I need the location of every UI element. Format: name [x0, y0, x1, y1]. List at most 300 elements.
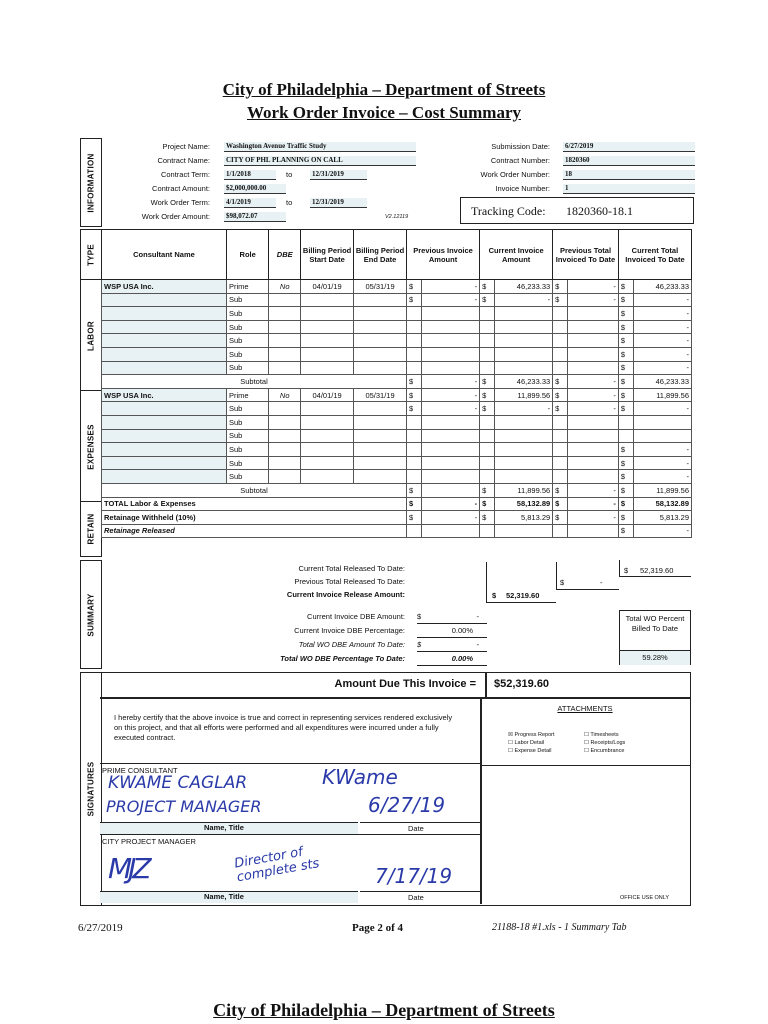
expense-cell: No [269, 388, 301, 402]
labor-cell [407, 347, 422, 361]
expense-cell [618, 429, 633, 443]
expense-cell: - [633, 470, 691, 484]
labor-cell [102, 307, 227, 321]
labor-cell: $ [618, 361, 633, 375]
retain-row [102, 511, 692, 525]
labor-cell: $ [553, 280, 568, 294]
retain-cell [407, 524, 422, 538]
labor-cell [407, 307, 422, 321]
contract-name-value: CITY OF PHL PLANNING ON CALL [224, 156, 416, 166]
contract-number-label: Contract Number: [490, 156, 550, 165]
retain-cell: $ [553, 497, 568, 511]
dbe-pct-value: 0.00% [451, 626, 473, 635]
retain-cell [494, 524, 552, 538]
expense-cell [494, 470, 552, 484]
labor-cell: - [633, 320, 691, 334]
expense-cell [421, 429, 479, 443]
city-pm-title: Director of complete sts [233, 844, 321, 886]
release-amount-value: 52,319.60 [506, 591, 540, 600]
labor-row [102, 320, 692, 334]
expense-cell: Sub [226, 415, 268, 429]
expense-cell [354, 429, 407, 443]
labor-cell: Sub [226, 361, 268, 375]
labor-cell [480, 334, 495, 348]
wo-billed-box [619, 610, 691, 665]
city-name-title-label: Name, Title [204, 892, 244, 901]
col-role: Role [226, 230, 268, 280]
expense-cell [494, 429, 552, 443]
expense-cell [480, 443, 495, 457]
labor-cell [421, 320, 479, 334]
labor-cell [480, 307, 495, 321]
version-label: V2.12119 [385, 214, 409, 220]
labor-cell: $ [618, 307, 633, 321]
expense-cell: Sub [226, 470, 268, 484]
labor-cell [421, 307, 479, 321]
retain-cell: $ [618, 524, 633, 538]
retain-cell: $ [480, 511, 495, 525]
expense-cell [494, 415, 552, 429]
expense-cell: 05/31/19 [354, 388, 407, 402]
expense-cell [421, 470, 479, 484]
labor-cell [269, 347, 301, 361]
contract-term-end: 12/31/2019 [310, 170, 367, 180]
expense-row [102, 443, 692, 457]
prime-date-label: Date [408, 824, 424, 833]
to-label-2: to [286, 198, 293, 207]
labor-cell [494, 307, 552, 321]
wo-dbe-amount-label: Total WO DBE Amount To Date: [298, 640, 405, 649]
expense-cell [354, 402, 407, 416]
expense-subtotal-cell: $ [407, 483, 422, 497]
expense-cell [269, 402, 301, 416]
section-signatures: SIGNATURES [80, 672, 102, 906]
city-pm-date: 7/17/19 [375, 864, 453, 888]
expense-subtotal-row [102, 483, 692, 497]
section-summary: SUMMARY [80, 560, 102, 669]
wo-dbe-pct-label: Total WO DBE Percentage To Date: [280, 654, 405, 663]
labor-cell [407, 320, 422, 334]
labor-cell: - [568, 280, 619, 294]
labor-cell [553, 320, 568, 334]
col-current-total: Current Total Invoiced To Date [618, 230, 691, 280]
expense-row [102, 456, 692, 470]
labor-cell [553, 334, 568, 348]
expense-cell [568, 456, 619, 470]
wo-amount-label: Work Order Amount: [141, 212, 210, 221]
retain-cell [553, 524, 568, 538]
labor-cell [102, 320, 227, 334]
labor-cell [269, 307, 301, 321]
expense-cell: Sub [226, 443, 268, 457]
city-date-label: Date [408, 893, 424, 902]
expense-cell: - [494, 402, 552, 416]
labor-cell [568, 320, 619, 334]
retain-cell: Retainage Withheld (10%) [102, 511, 407, 525]
retain-cell: 58,132.89 [494, 497, 552, 511]
wo-dbe-pct-value: 0.00% [451, 654, 473, 663]
office-use-label: OFFICE USE ONLY [620, 895, 670, 901]
labor-cell: - [633, 361, 691, 375]
expense-subtotal-cell: $ [553, 483, 568, 497]
labor-cell: $ [618, 293, 633, 307]
labor-cell: - [633, 307, 691, 321]
contract-amount-value: $2,000,000.00 [224, 184, 286, 194]
labor-cell: - [633, 293, 691, 307]
section-labor: LABOR [80, 279, 102, 392]
expense-cell [102, 443, 227, 457]
expense-cell [301, 402, 354, 416]
attachment-encumbrance[interactable]: ☐ Encumbrance [584, 748, 625, 754]
expense-cell [568, 429, 619, 443]
labor-cell [102, 347, 227, 361]
amount-due-value: $52,319.60 [494, 678, 550, 690]
expense-cell: Prime [226, 388, 268, 402]
expense-cell: Sub [226, 402, 268, 416]
expense-cell [568, 415, 619, 429]
labor-cell: - [421, 293, 479, 307]
wo-number-label: Work Order Number: [480, 170, 550, 179]
project-name-value: Washington Avenue Traffic Study [224, 142, 416, 152]
next-page-title: City of Philadelphia – Department of Streets [213, 1000, 555, 1020]
labor-cell [494, 361, 552, 375]
labor-cell [568, 307, 619, 321]
expense-cell: Sub [226, 429, 268, 443]
labor-cell [102, 293, 227, 307]
dbe-pct-label: Current Invoice DBE Percentage: [294, 626, 405, 635]
col-previous-total: Previous Total Invoiced To Date [553, 230, 619, 280]
labor-cell [354, 361, 407, 375]
labor-cell: - [633, 347, 691, 361]
current-released-label: Current Total Released To Date: [298, 564, 405, 573]
prime-consultant-date: 6/27/19 [368, 793, 446, 817]
expense-cell [354, 415, 407, 429]
expense-row [102, 429, 692, 443]
labor-cell [269, 361, 301, 375]
labor-cell: 05/31/19 [354, 280, 407, 294]
expense-cell [553, 429, 568, 443]
labor-cell [269, 293, 301, 307]
labor-row [102, 334, 692, 348]
labor-cell [301, 347, 354, 361]
invoice-number-value: 1 [563, 184, 695, 194]
expense-subtotal-cell: $ [480, 483, 495, 497]
retain-cell: - [568, 497, 619, 511]
attachment-progress-report[interactable]: ☒ Progress Report [508, 732, 555, 738]
retain-cell: - [568, 511, 619, 525]
expense-cell [301, 470, 354, 484]
col-billing-start: Billing Period Start Date [301, 230, 354, 280]
labor-cell [301, 361, 354, 375]
expense-row [102, 388, 692, 402]
previous-released-value: - [600, 578, 603, 587]
labor-row [102, 307, 692, 321]
labor-cell: $ [618, 347, 633, 361]
attachment-labor-detail[interactable]: ☐ Labor Detail [508, 740, 545, 746]
tracking-code-value: 1820360-18.1 [566, 204, 633, 218]
expense-cell: WSP USA Inc. [102, 388, 227, 402]
labor-subtotal-cell: 46,233.33 [494, 375, 552, 389]
wo-term-end: 12/31/2019 [310, 198, 367, 208]
expense-cell [354, 470, 407, 484]
expense-cell [407, 470, 422, 484]
previous-released-dollar: $ [560, 578, 565, 587]
expense-cell [269, 470, 301, 484]
retain-cell: - [421, 511, 479, 525]
labor-cell [494, 320, 552, 334]
labor-cell: WSP USA Inc. [102, 280, 227, 294]
labor-subtotal-cell: $ [407, 375, 422, 389]
labor-cell [301, 334, 354, 348]
labor-cell [102, 334, 227, 348]
labor-subtotal-cell: $ [553, 375, 568, 389]
attachment-timesheets[interactable]: ☐ Timesheets [584, 732, 619, 738]
retain-cell: 5,813.29 [633, 511, 691, 525]
retain-cell: - [421, 497, 479, 511]
labor-cell: $ [480, 293, 495, 307]
col-previous-invoice: Previous Invoice Amount [407, 230, 480, 280]
labor-subtotal-cell: 46,233.33 [633, 375, 691, 389]
expense-cell: 11,899.56 [494, 388, 552, 402]
retain-row [102, 524, 692, 538]
expense-subtotal-cell: 11,899.56 [633, 483, 691, 497]
to-label: to [286, 170, 293, 179]
labor-row [102, 293, 692, 307]
labor-cell [553, 347, 568, 361]
prime-consultant-signature: KWame [322, 765, 398, 789]
footer-page: Page 2 of 4 [352, 922, 404, 934]
retain-cell: $ [480, 497, 495, 511]
retain-cell: $ [618, 511, 633, 525]
labor-cell: $ [407, 293, 422, 307]
city-pm-label: CITY PROJECT MANAGER [102, 837, 196, 846]
labor-cell [354, 334, 407, 348]
retain-row [102, 497, 692, 511]
expense-rows [102, 388, 692, 497]
expense-cell [633, 429, 691, 443]
expense-cell [407, 415, 422, 429]
expense-cell: $ [407, 388, 422, 402]
current-released-dollar: $ [624, 566, 629, 575]
expense-cell [480, 470, 495, 484]
labor-cell: Prime [226, 280, 268, 294]
labor-cell [407, 361, 422, 375]
expense-cell [269, 443, 301, 457]
section-information: INFORMATION [80, 138, 102, 227]
expense-cell: $ [618, 388, 633, 402]
labor-rows [102, 280, 692, 389]
labor-subtotal-cell: $ [618, 375, 633, 389]
labor-cell [407, 334, 422, 348]
col-current-invoice: Current Invoice Amount [480, 230, 553, 280]
retain-cell [480, 524, 495, 538]
expense-cell [480, 429, 495, 443]
expense-cell: - [568, 388, 619, 402]
expense-cell [269, 456, 301, 470]
certification-text: I hereby certify that the above invoice is true and correct in representing services rendered exclusively on this project, and that all efforts were performed and all expenditures were incurred under a fully executed contract. [114, 713, 453, 742]
section-expenses: EXPENSES [80, 390, 102, 503]
labor-subtotal-row [102, 375, 692, 389]
expense-cell [568, 443, 619, 457]
labor-cell: $ [618, 280, 633, 294]
contract-name-label: Contract Name: [157, 156, 210, 165]
prime-consultant-label: PRIME CONSULTANT [102, 766, 178, 775]
labor-subtotal-cell: - [568, 375, 619, 389]
expense-cell [269, 415, 301, 429]
retain-cell: $ [553, 511, 568, 525]
expense-cell: - [421, 388, 479, 402]
dbe-amount-label: Current Invoice DBE Amount: [307, 612, 405, 621]
wo-dbe-amount-dollar: $ [417, 640, 422, 649]
labor-cell [102, 361, 227, 375]
labor-cell: 46,233.33 [494, 280, 552, 294]
labor-cell: Sub [226, 320, 268, 334]
labor-cell [354, 307, 407, 321]
attachment-expense-detail[interactable]: ☐ Expense Detail [508, 748, 552, 754]
col-consultant-name: Consultant Name [102, 230, 227, 280]
expense-cell: $ [618, 456, 633, 470]
labor-cell: - [421, 280, 479, 294]
labor-cell: $ [618, 334, 633, 348]
labor-cell: 46,233.33 [633, 280, 691, 294]
expense-subtotal-cell: Subtotal [102, 483, 407, 497]
cost-table [101, 229, 692, 538]
expense-subtotal-cell: $ [618, 483, 633, 497]
expense-cell [301, 415, 354, 429]
current-released-value: 52,319.60 [640, 566, 674, 575]
expense-cell [301, 429, 354, 443]
wo-dbe-amount-value: - [476, 640, 479, 649]
expense-cell [633, 415, 691, 429]
expense-cell: - [633, 443, 691, 457]
labor-subtotal-cell: $ [480, 375, 495, 389]
labor-cell [421, 361, 479, 375]
page-subtitle: Work Order Invoice – Cost Summary [246, 103, 522, 122]
expense-cell: $ [480, 388, 495, 402]
wo-amount-value: $98,072.07 [224, 212, 286, 222]
labor-cell: $ [480, 280, 495, 294]
expense-cell [480, 415, 495, 429]
submission-date-label: Submission Date: [491, 142, 550, 151]
city-pm-signature: MJZ [108, 852, 148, 885]
wo-term-label: Work Order Term: [150, 198, 210, 207]
labor-row [102, 361, 692, 375]
expense-cell [553, 470, 568, 484]
labor-cell: Sub [226, 293, 268, 307]
expense-cell [421, 443, 479, 457]
labor-cell: Sub [226, 334, 268, 348]
wo-billed-value: 59.28% [620, 650, 690, 665]
retain-cell: $ [407, 511, 422, 525]
expense-cell: 04/01/19 [301, 388, 354, 402]
retain-cell [421, 524, 479, 538]
expense-subtotal-cell [421, 483, 479, 497]
expense-cell [568, 470, 619, 484]
retain-cell: 58,132.89 [633, 497, 691, 511]
labor-cell: - [494, 293, 552, 307]
expense-subtotal-cell: 11,899.56 [494, 483, 552, 497]
labor-cell: $ [618, 320, 633, 334]
expense-cell: $ [618, 402, 633, 416]
footer-file: 21188-18 #1.xls - 1 Summary Tab [492, 922, 627, 933]
labor-cell [480, 361, 495, 375]
labor-cell [568, 361, 619, 375]
labor-cell: No [269, 280, 301, 294]
labor-row [102, 280, 692, 294]
contract-number-value: 1820360 [563, 156, 695, 166]
labor-cell [553, 361, 568, 375]
expense-cell [102, 470, 227, 484]
col-billing-end: Billing Period End Date [354, 230, 407, 280]
retain-cell: 5,813.29 [494, 511, 552, 525]
expense-cell: $ [480, 402, 495, 416]
project-name-label: Project Name: [162, 142, 210, 151]
expense-cell [102, 402, 227, 416]
expense-cell: $ [618, 443, 633, 457]
labor-cell [553, 307, 568, 321]
page-title: City of Philadelphia – Department of Streets [222, 80, 546, 99]
labor-cell [301, 293, 354, 307]
attachment-receipts[interactable]: ☐ Receipts/Logs [584, 740, 626, 746]
expense-cell [102, 456, 227, 470]
retain-rows [102, 497, 692, 538]
retain-cell: TOTAL Labor & Expenses [102, 497, 407, 511]
expense-cell [421, 415, 479, 429]
expense-cell: $ [407, 402, 422, 416]
expense-subtotal-cell: - [568, 483, 619, 497]
dbe-amount-value: - [476, 612, 479, 621]
expense-cell [494, 456, 552, 470]
expense-cell [102, 429, 227, 443]
expense-cell [354, 443, 407, 457]
expense-row [102, 470, 692, 484]
expense-cell [407, 456, 422, 470]
labor-cell: 04/01/19 [301, 280, 354, 294]
retain-cell: $ [407, 497, 422, 511]
labor-cell [354, 347, 407, 361]
prime-name-title-label: Name, Title [204, 823, 244, 832]
labor-cell [269, 334, 301, 348]
expense-row [102, 415, 692, 429]
expense-row [102, 402, 692, 416]
retain-cell: - [633, 524, 691, 538]
expense-cell [494, 443, 552, 457]
labor-cell [421, 347, 479, 361]
labor-cell [301, 320, 354, 334]
wo-term-start: 4/1/2019 [224, 198, 276, 208]
retain-cell [568, 524, 619, 538]
section-retain: RETAIN [80, 501, 102, 557]
release-amount-label: Current Invoice Release Amount: [286, 590, 405, 599]
prime-consultant-name: KWAME CAGLAR [108, 773, 248, 793]
labor-cell: - [568, 293, 619, 307]
retain-cell: Retainage Released [102, 524, 407, 538]
labor-cell [568, 347, 619, 361]
tracking-code-box [460, 197, 694, 224]
expense-cell: - [568, 402, 619, 416]
expense-cell [553, 456, 568, 470]
expense-cell [407, 443, 422, 457]
invoice-number-label: Invoice Number: [495, 184, 550, 193]
amount-due-label: Amount Due This Invoice = [334, 678, 476, 690]
expense-cell [421, 456, 479, 470]
labor-row [102, 347, 692, 361]
retain-cell: $ [618, 497, 633, 511]
labor-cell [354, 293, 407, 307]
labor-subtotal-cell: - [421, 375, 479, 389]
labor-cell: Sub [226, 307, 268, 321]
labor-cell [568, 334, 619, 348]
